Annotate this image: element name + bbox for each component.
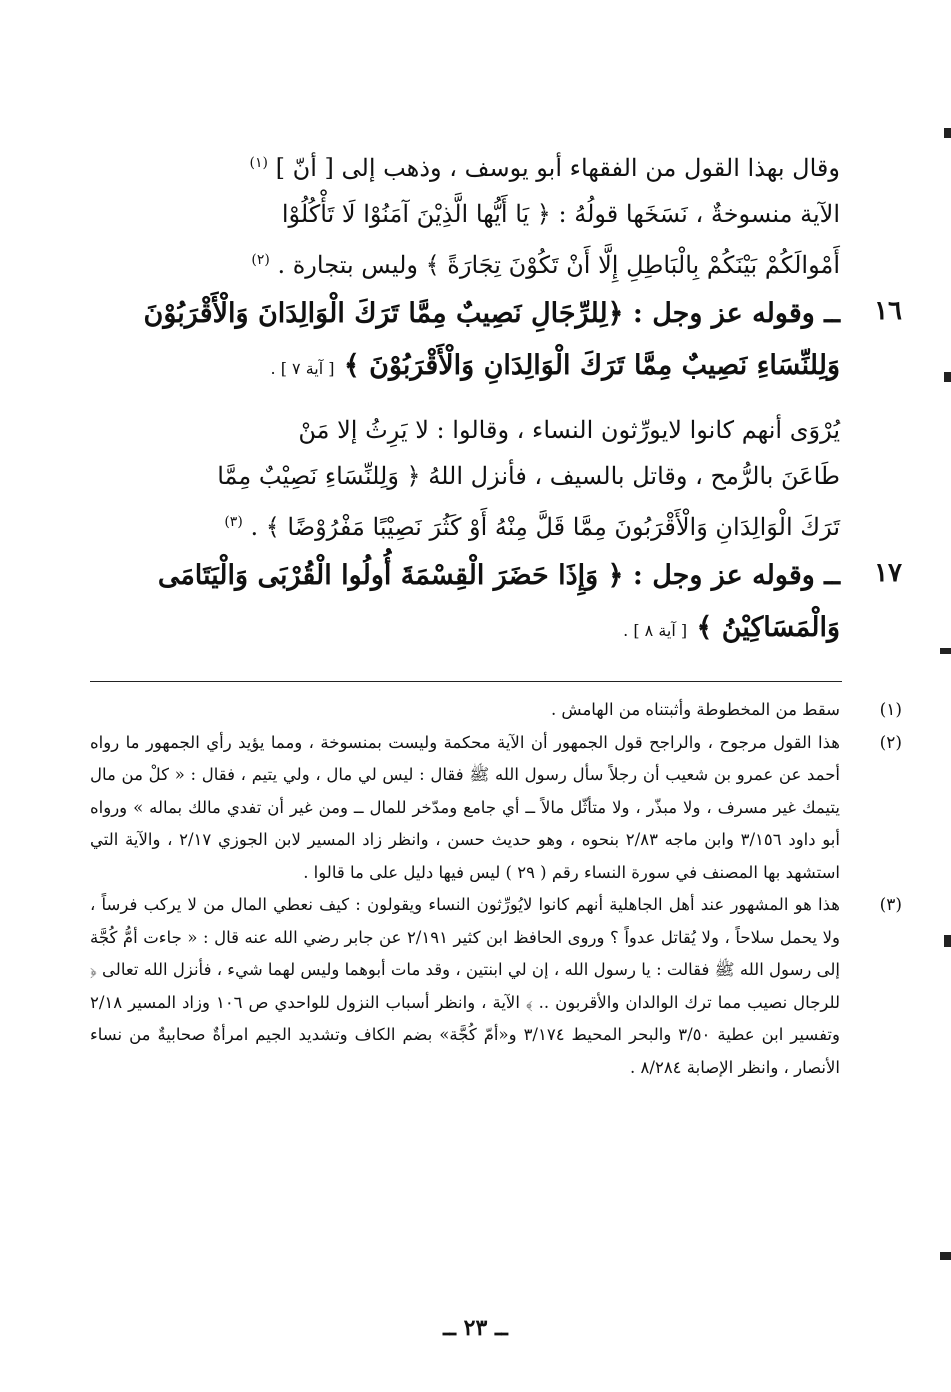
- verse-16-reference: [ آية ٧ ] .: [270, 359, 335, 378]
- paragraph-1-line-1: وقال بهذا القول من الفقهاء أبو يوسف ، وذهب إلى [ أنّ ]: [275, 154, 840, 182]
- footnote-1: [90, 694, 902, 727]
- verse-16-number: ١٦: [874, 296, 902, 326]
- paragraph-2-line-3: تَرَكَ الْوَالِدَانِ وَالْأَقْرَبُونَ مِمَّا قَلَّ مِنْهُ أَوْ كَثُرَ نَصِيْبًا مَفْرُوْضًا ﴾ .: [250, 513, 840, 541]
- paragraph-1-line-2: الآية منسوخةٌ ، نَسَخَها قولُهُ : ﴿ يَا أَيُّها الَّذِيْنَ آمَنُوْا لَا تَأْكُلُوْا: [281, 200, 840, 228]
- footnote-2-number: (٢): [879, 732, 902, 753]
- verse-17: [90, 550, 902, 657]
- verse-16-line-2-text: وَلِلنِّسَاءِ نَصِيبٌ مِمَّا تَرَكَ الْوَالِدَانِ وَالْأَقْرَبُوْنَ ﴾: [343, 350, 840, 381]
- footnote-ref-3: (٣): [224, 514, 243, 530]
- verse-17-line-2-text: وَالْمَسَاكِيْنُ ﴾: [696, 612, 840, 643]
- paragraph-2-line-2: طَاعَنَ بالرُّمح ، وقاتل بالسيف ، فأنزل اللهُ ﴿ وَلِلنِّسَاءِ نَصِيْبٌ مِمَّا: [217, 462, 840, 490]
- footnote-3-text: هذا هو المشهور عند أهل الجاهلية أنهم كانوا لايُورِّثون النساء ويقولون : كيف نعطي المال من لا يركب فرساً ، ولا يحمل سلاحاً ، ولا يُقاتل عدواً ؟ وروى الحافظ ابن كثير ٢/١٩١ عن جابر رضي الله عنه قال : « جاءت أمُّ كُجَّة إلى رسول الله ﷺ فقالت : يا رسول الله ، إن لي ابنتين ، وقد مات أبوهما وليس لهما شيء ، فأنزل الله تعالى ﴿ للرجال نصيب مما ترك الوالدان والأقربون .. ﴾ الآية ، وانظر أسباب النزول للواحدي ص ١٠٦ وزاد المسير ٢/١٨ وتفسير ابن عطية ٣/٥٠ والبحر المحيط ٣/١٧٤ و«أمّ كُجَّة» بضم الكاف وتشديد الجيم امرأةٌ صحابيةٌ من نساء الأنصار ، وانظر الإصابة ٨/٢٨٤ .: [90, 895, 840, 1077]
- verse-16-line-2: [90, 340, 840, 395]
- edge-mark: [944, 935, 951, 947]
- edge-mark: [940, 1252, 951, 1260]
- footnote-1-text: سقط من المخطوطة وأثبتناه من الهامش .: [550, 700, 840, 719]
- footnote-3-number: (٣): [879, 895, 902, 915]
- paragraph-2: [90, 407, 840, 550]
- footnote-2: [90, 727, 902, 890]
- paragraph-1-line-3: أَمْوالَكُمْ بَيْنَكُمْ بِالْبَاطِلِ إِلَّا أَنْ تَكُوْنَ تِجَارَةً ﴾ وليس بتجارة .: [277, 251, 840, 279]
- footnote-1-number: (١): [879, 700, 902, 720]
- paragraph-1: [90, 140, 840, 288]
- edge-mark: [944, 128, 951, 138]
- verse-17-number: ١٧: [874, 558, 902, 588]
- verse-16-line-1: ــ وقوله عز وجل : ﴿لِلرِّجَالِ نَصِيبٌ مِمَّا تَرَكَ الْوَالِدَانَ وَالْأَقْرَبُوْنَ: [143, 298, 840, 329]
- verse-17-line-2: [90, 602, 840, 657]
- footnote-3: [90, 889, 902, 1084]
- verse-17-line-1: ــ وقوله عز وجل : ﴿ وَإِذَا حَضَرَ الْقِسْمَةَ أُولُوا الْقُرْبَى وَالْيَتَامَى: [157, 560, 840, 591]
- verse-16: [90, 288, 902, 395]
- edge-mark: [944, 372, 951, 382]
- main-text: [90, 140, 902, 657]
- footnote-separator: [90, 681, 842, 682]
- page-number: ــ ٢٣ ــ: [443, 1315, 508, 1341]
- footnote-ref-1: (١): [249, 155, 268, 171]
- footnote-ref-2: (٢): [251, 252, 270, 268]
- verse-17-reference: [ آية ٨ ] .: [623, 621, 688, 640]
- footnotes: [90, 694, 902, 1084]
- edge-mark: [940, 648, 951, 654]
- paragraph-2-line-1: يُرْوَى أنهم كانوا لايورِّثون النساء ، وقالوا : لا يَرِثُ إلا مَنْ: [298, 416, 840, 444]
- footnote-2-text: هذا القول مرجوح ، والراجح قول الجمهور أن الآية محكمة وليست بمنسوخة ، ومما يؤيد رأي الجمهور ما رواه أحمد عن عمرو بن شعيب أن رجلاً سأل رسول الله ﷺ فقال : ليس لي مال ، ولي يتيم ، فقال : « كلْ من مال يتيمك غير مسرف ، ولا مبذّر ، ولا متأثّل مالاً ــ أي جامع ومدّخر للمال ــ ومن غير أن تفدي مالك بماله » ورواه أبو داود ٣/١٥٦ وابن ماجه ٢/٨٣ بنحوه ، وهو حديث حسن ، وانظر زاد المسير لابن الجوزي ٢/١٧ ، والآية التي استشهد بها المصنف في سورة النساء رقم ( ٢٩ ) ليس فيها دليل على ما قالوا .: [90, 732, 840, 882]
